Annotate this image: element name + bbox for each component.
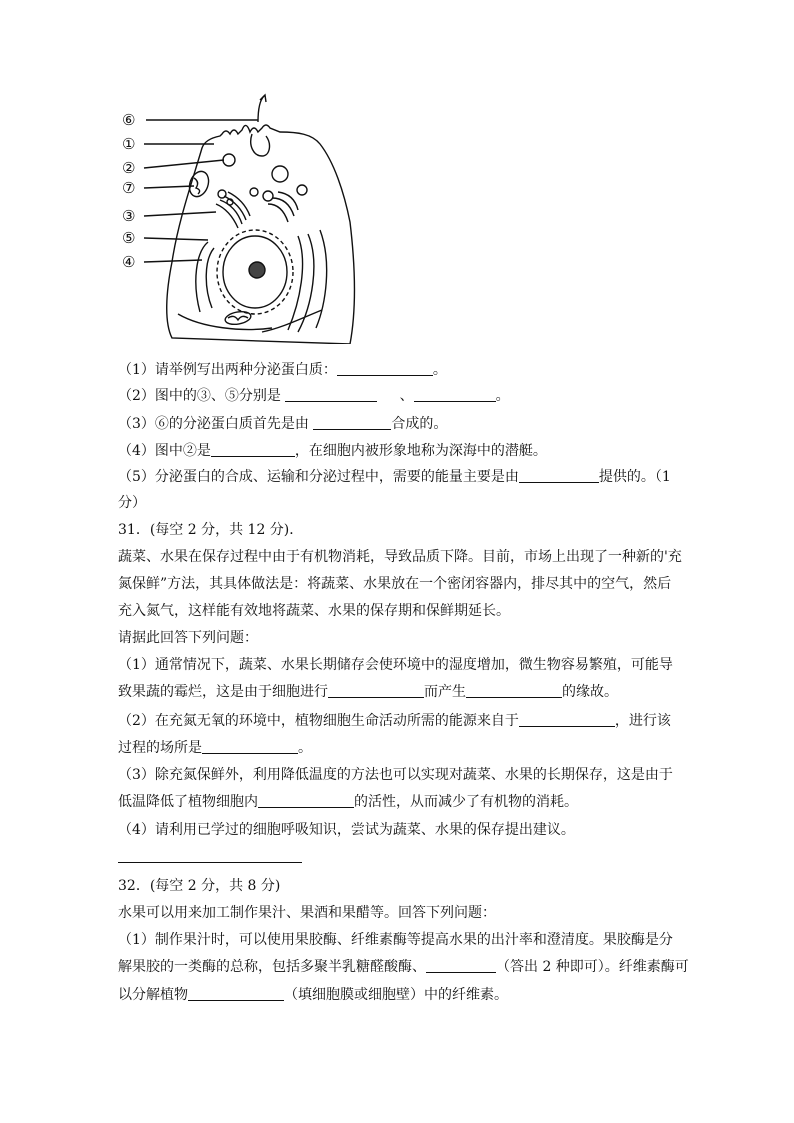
q32-part1-line1: （1）制作果汁时，可以使用果胶酶、纤维素酶等提高水果的出汁率和澄清度。果胶酶是分: [118, 932, 673, 948]
answer-blank[interactable]: [466, 683, 562, 698]
answer-blank[interactable]: [202, 739, 298, 754]
label-3: ③: [122, 207, 136, 225]
q31-header: 31．(每空 2 分，共 12 分)．: [118, 522, 304, 538]
q30-part2: （2）图中的③、⑤分别是 、 。: [118, 388, 510, 404]
mitochondrion-7: [186, 169, 212, 200]
q31-part1-line2: 致果蔬的霉烂，这是由于细胞进行 而产生 的缘故。: [118, 684, 618, 700]
cell-diagram: [112, 92, 374, 344]
answer-blank[interactable]: [211, 442, 295, 457]
q31-intro-3: 充入氮气，这样能有效地将蔬菜、水果的保存期和保鲜期延长。: [118, 603, 510, 619]
q30-part5-cont: 分）: [118, 495, 146, 511]
q32-header: 32．(每空 2 分，共 8 分): [118, 878, 281, 894]
q30-part1: （1）请举例写出两种分泌蛋白质： 。: [118, 362, 447, 378]
answer-line[interactable]: [118, 862, 302, 863]
leader-2: [144, 160, 224, 168]
vesicle-2: [223, 154, 235, 166]
answer-blank[interactable]: [414, 387, 496, 402]
q31-part4: （4）请利用已学过的细胞呼吸知识，尝试为蔬菜、水果的保存提出建议。: [118, 822, 575, 838]
answer-blank[interactable]: [328, 683, 424, 698]
q32-part1-line2: 解果胶的一类酶的总称，包括多聚半乳糖醛酸酶、 （答出 2 种即可）。纤维素酶可: [118, 959, 689, 975]
q31-part2-line2: 过程的场所是 。: [118, 740, 312, 756]
label-6: ⑥: [122, 111, 136, 129]
answer-blank[interactable]: [258, 793, 354, 808]
q30-part4: （4）图中②是 ，在细胞内被形象地称为深海中的潜艇。: [118, 443, 547, 459]
q32-part1-line3: 以分解植物 （填细胞膜或细胞壁）中的纤维素。: [118, 987, 508, 1003]
cell-membrane: [167, 125, 355, 344]
answer-blank[interactable]: [188, 986, 284, 1001]
answer-blank[interactable]: [519, 712, 615, 727]
leader-3: [144, 212, 216, 216]
q31-intro-2: 氮保鲜”方法，其具体做法是：将蔬菜、水果放在一个密闭容器内，排尽其中的空气，然后: [118, 576, 672, 592]
answer-blank[interactable]: [519, 468, 599, 483]
answer-blank[interactable]: [285, 387, 377, 402]
q31-part3-line1: （3）除充氮保鲜外，利用降低温度的方法也可以实现对蔬菜、水果的长期保存，这是由于: [118, 767, 673, 783]
label-1: ①: [122, 135, 136, 153]
q31-intro-1: 蔬菜、水果在保存过程中由于有机物消耗，导致品质下降。目前，市场上出现了一种新的'充: [118, 549, 682, 565]
nucleolus: [249, 262, 265, 278]
q30-part3: （3）⑥的分泌蛋白质首先是由 合成的。: [118, 416, 448, 432]
cell-diagram-svg: [112, 92, 374, 344]
q31-part3-line2: 低温降低了植物细胞内 的活性，从而减少了有机物的消耗。: [118, 794, 578, 810]
q31-part2-line1: （2）在充氮无氧的环境中，植物细胞生命活动所需的能源来自于 ，进行该: [118, 713, 671, 729]
leader-7: [144, 186, 194, 188]
q30-part5: （5）分泌蛋白的合成、运输和分泌过程中，需要的能量主要是由 提供的。（1: [118, 469, 671, 485]
answer-blank[interactable]: [337, 361, 433, 376]
golgi-3: [216, 204, 238, 228]
label-5: ⑤: [122, 229, 136, 247]
answer-blank[interactable]: [426, 958, 496, 973]
leader-4: [144, 260, 202, 262]
secretory-vesicle: [251, 134, 270, 156]
leader-5: [144, 238, 208, 240]
label-4: ④: [122, 253, 136, 271]
q31-part1-line1: （1）通常情况下，蔬菜、水果长期储存会使环境中的湿度增加，微生物容易繁殖，可能导: [118, 657, 673, 673]
answer-blank[interactable]: [313, 415, 391, 430]
label-7: ⑦: [122, 179, 136, 197]
q31-prompt: 请据此回答下列问题：: [118, 630, 258, 646]
q32-intro: 水果可以用来加工制作果汁、果酒和果醋等。回答下列问题：: [118, 905, 496, 921]
label-2: ②: [122, 159, 136, 177]
